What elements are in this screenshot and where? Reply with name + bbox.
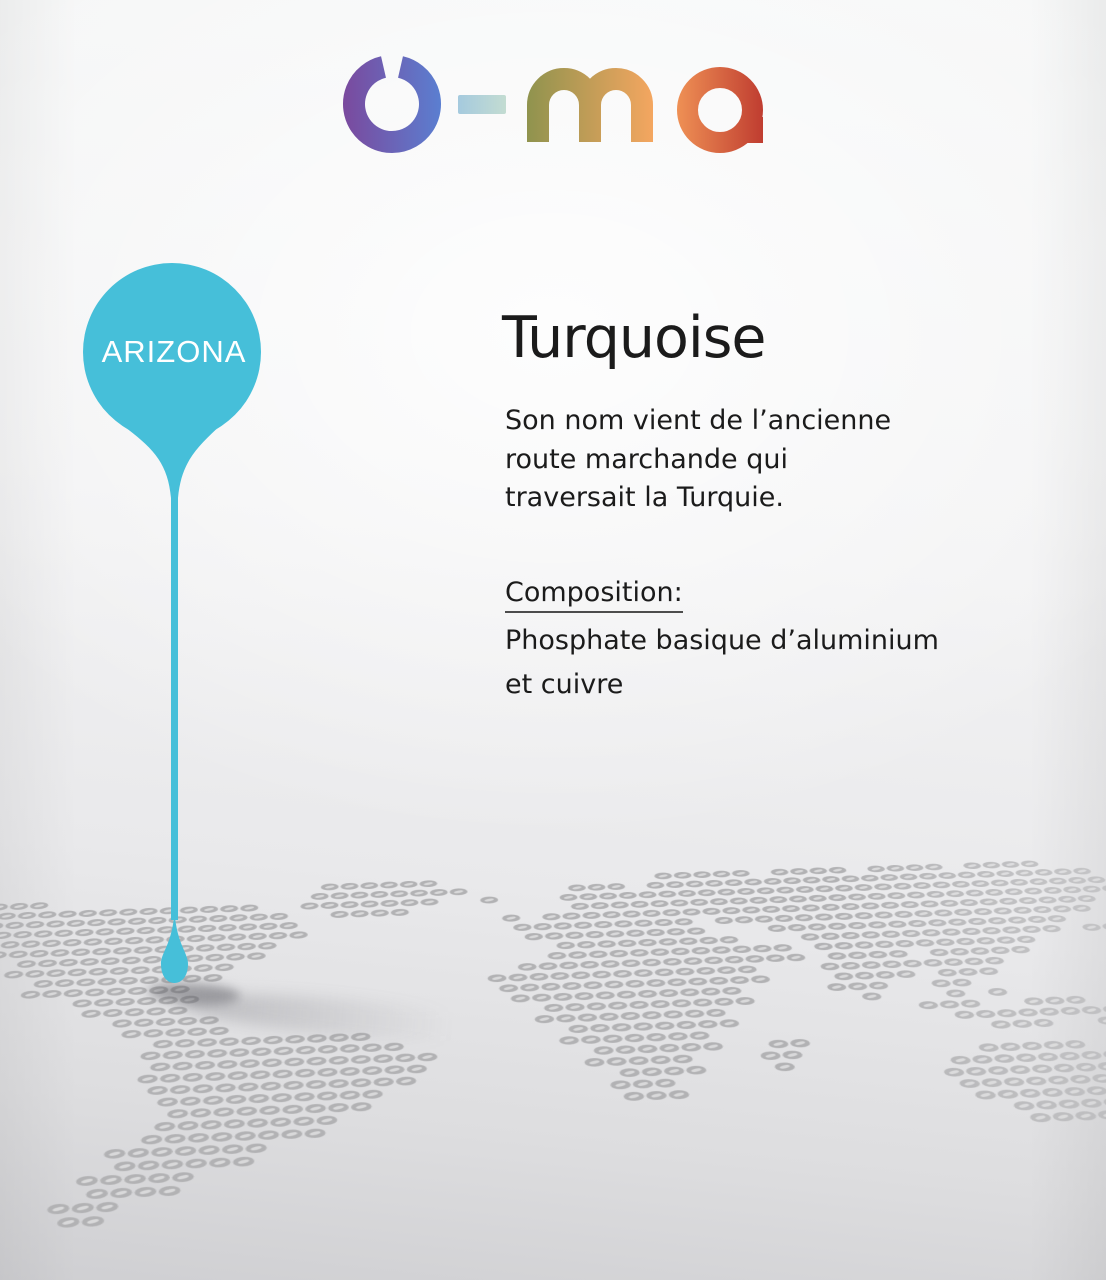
composition-line: et cuivre xyxy=(505,668,624,700)
description-line: Son nom vient de l’ancienne xyxy=(505,405,892,436)
pin-droplet xyxy=(161,912,188,983)
composition-label: Composition: xyxy=(505,576,683,613)
logo-letter-o xyxy=(354,67,430,142)
pin-stem xyxy=(171,490,178,920)
pin-label: ARIZONA xyxy=(101,334,247,369)
logo-hyphen xyxy=(458,95,506,114)
composition-line: Phosphate basique d’aluminium xyxy=(505,625,939,656)
logo-letter-m xyxy=(538,79,642,142)
description-line: traversait la Turquie. xyxy=(505,482,784,513)
description-line: route marchande qui xyxy=(505,443,788,475)
logo-letter-a xyxy=(688,78,753,144)
page-title: Turquoise xyxy=(502,305,766,371)
pin-taper xyxy=(128,429,217,498)
composition-section xyxy=(505,571,939,706)
brand-logo xyxy=(330,45,775,165)
description xyxy=(505,402,891,518)
